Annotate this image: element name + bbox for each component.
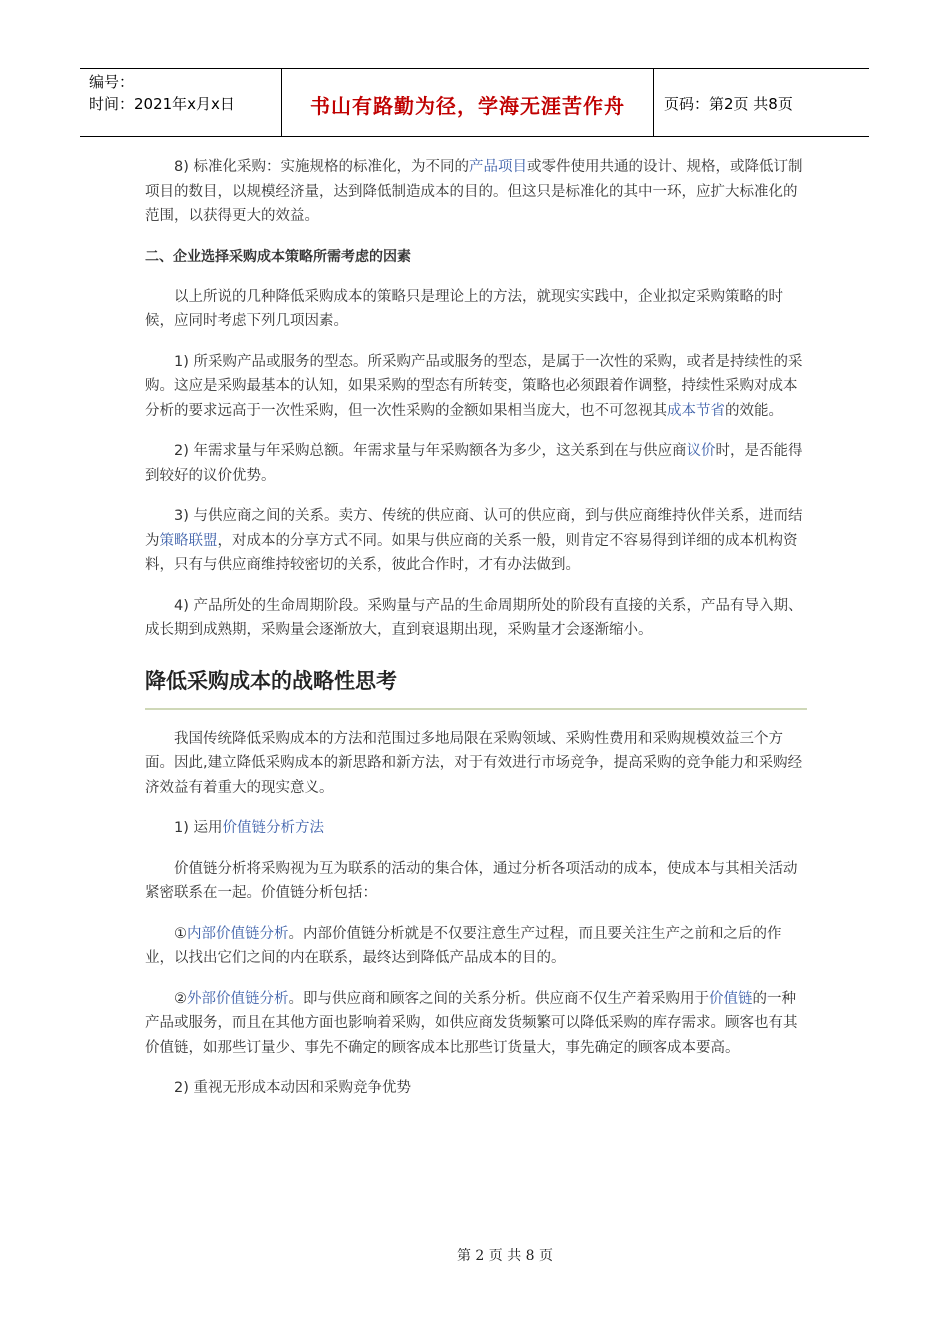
main-heading: 降低采购成本的战略性思考 (145, 668, 397, 693)
page-header (80, 68, 869, 137)
document-body (145, 155, 807, 1117)
heading-divider (145, 708, 807, 710)
motto: 书山有路勤为径，学海无涯苦作舟 (281, 69, 654, 136)
page-indicator: 页码：第2页 共8页 (664, 95, 793, 113)
time-label: 时间：2021年x月x日 (89, 95, 235, 113)
text: ② (174, 990, 187, 1007)
header-meta (80, 69, 281, 136)
link-cost-saving[interactable]: 成本节省 (667, 402, 725, 419)
number-label: 编号： (89, 73, 135, 91)
paragraph-method-1 (145, 816, 807, 841)
paragraph-factor-4: 4) 产品所处的生命周期阶段。采购量与产品的生命周期所处的阶段有直接的关系，产品有导入期、成长期到成熟期，采购量会逐渐放大，直到衰退期出现，采购量才会逐渐缩小。 (145, 597, 803, 638)
text: 的一种产品或服务，而且在其他方面也影响着采购，如供应商发货频繁可以降低采购的库存需求。顾客也有其价值链，如那些订量少、事先不确定的顾客成本比那些订货量大，事先确定的顾客成本要高。 (145, 990, 798, 1056)
link-internal-value-chain[interactable]: 内部价值链分析 (187, 925, 289, 942)
paragraph-internal-chain (145, 922, 807, 971)
text: 2) 年需求量与年采购总额。年需求量与年采购额各为多少，这关系到在与供应商 (174, 443, 687, 459)
paragraph-external-chain (145, 987, 807, 1061)
text: 。内部价值链分析就是不仅要注意生产过程，而且要关注生产之前和之后的作业，以找出它们之间的内在联系，最终达到降低产品成本的目的。 (145, 925, 782, 966)
link-value-chain[interactable]: 价值链 (709, 990, 753, 1007)
section-title: 二、企业选择采购成本策略所需考虑的因素 (145, 248, 411, 265)
link-strategic-alliance[interactable]: 策略联盟 (159, 532, 218, 549)
paragraph-method-2: 2) 重视无形成本动因和采购竞争优势 (174, 1080, 411, 1096)
text: 。即与供应商和顾客之间的关系分析。供应商不仅生产着采购用于 (288, 990, 709, 1007)
link-product-item[interactable]: 产品项目 (469, 159, 527, 175)
paragraph-factor-2 (145, 439, 807, 488)
paragraph-standardization (145, 155, 807, 229)
text: 或零件使用共通的设计、规格，或降低订制项目的数目，以规模经济量，达到降低制造成本的目的。但这只是标准化的其中一环，应扩大标准化的范围，以获得更大的效益。 (145, 159, 803, 224)
paragraph-intro: 以上所说的几种降低采购成本的策略只是理论上的方法，就现实实践中，企业拟定采购策略的时候，应同时考虑下列几项因素。 (145, 288, 783, 329)
paragraph-value-chain: 价值链分析将采购视为互为联系的活动的集合体，通过分析各项活动的成本，使成本与其相关活动紧密联系在一起。价值链分析包括： (145, 860, 798, 901)
paragraph-factor-1 (145, 350, 807, 424)
text: ① (174, 925, 187, 942)
text: 时，是否能得到较好的议价优势。 (145, 443, 803, 484)
paragraph-factor-3 (145, 504, 807, 578)
link-external-value-chain[interactable]: 外部价值链分析 (187, 990, 289, 1007)
text: 1) 所采购产品或服务的型态。所采购产品或服务的型态，是属于一次性的采购，或者是持续性的采购。这应是采购最基本的认知，如果采购的型态有所转变，策略也必须跟着作调整，持续性采购对成本分析的要求远高于一次性采购，但一次性采购的金额如果相当庞大，也不可忽视其 (145, 353, 803, 419)
page-footer: 第 2 页 共 8 页 (456, 1248, 554, 1264)
link-negotiation[interactable]: 议价 (686, 443, 716, 459)
text: ，对成本的分享方式不同。如果与供应商的关系一般，则肯定不容易得到详细的成本机构资料，只有与供应商维持较密切的关系，彼此合作时，才有办法做到。 (145, 532, 798, 573)
text: 的效能。 (725, 402, 783, 419)
text: 1) 运用 (174, 820, 223, 836)
text: 3) 与供应商之间的关系。卖方、传统的供应商、认可的供应商，到与供应商维持伙伴关系，进而结为 (145, 508, 803, 549)
text: 8) 标准化采购：实施规格的标准化，为不同的 (174, 159, 469, 175)
link-value-chain-method[interactable]: 价值链分析方法 (222, 820, 324, 836)
paragraph-strategy-intro: 我国传统降低采购成本的方法和范围过多地局限在采购领域、采购性费用和采购规模效益三个方面。因此,建立降低采购成本的新思路和新方法，对于有效进行市场竞争，提高采购的竞争能力和采购经济效益有着重大的现实意义。 (145, 730, 803, 796)
